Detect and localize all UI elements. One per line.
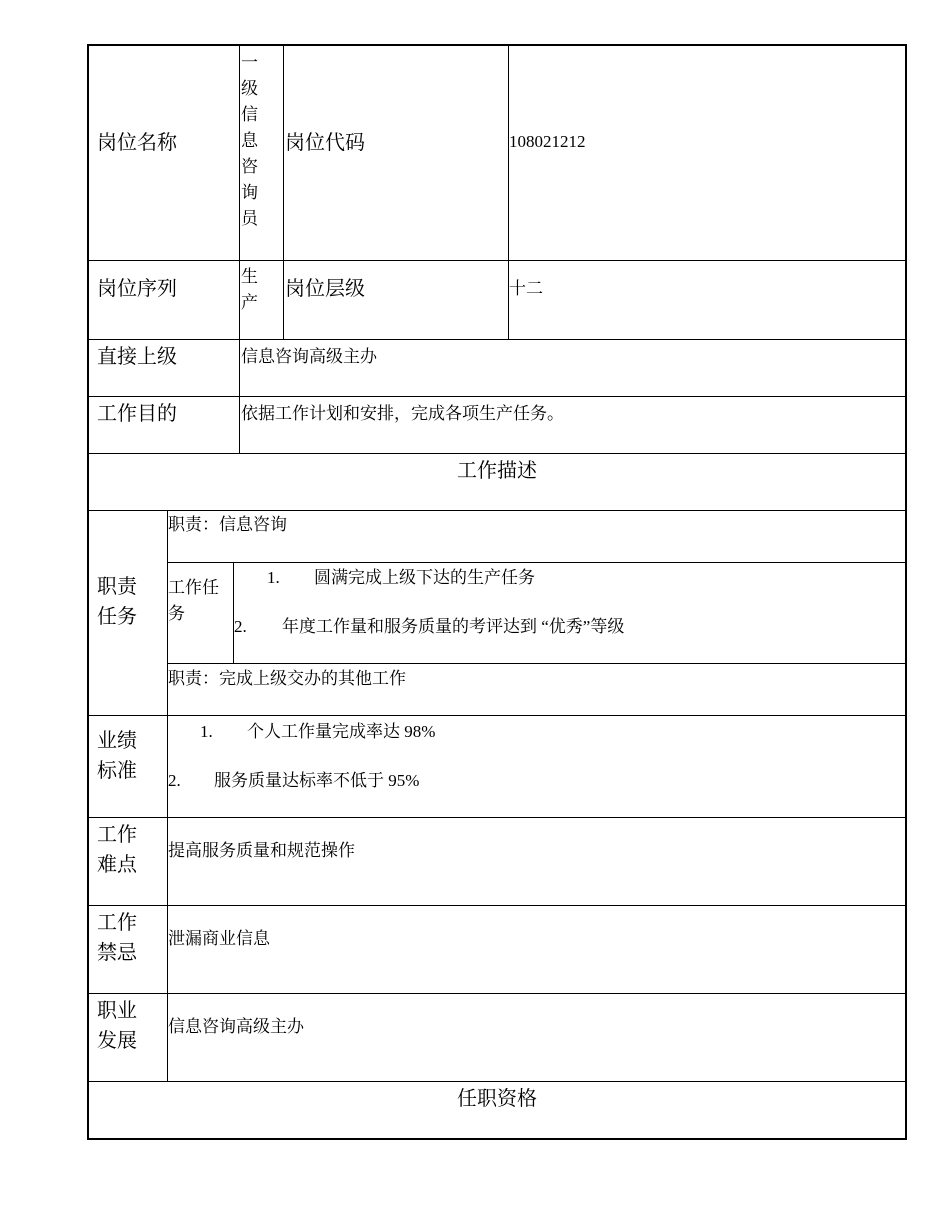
- tasks-label: 工作任务: [168, 578, 219, 623]
- performance-text: 个人工作量完成率达 98%: [247, 722, 436, 741]
- performance-label: 业绩标准: [97, 730, 137, 782]
- job-title-label: 岗位名称: [97, 132, 177, 154]
- task-text: 圆满完成上级下达的生产任务: [314, 568, 535, 587]
- purpose-value: 依据工作计划和安排，完成各项生产任务。: [241, 404, 564, 423]
- table-border-bottom: [87, 1138, 907, 1140]
- row-divider: [87, 905, 907, 906]
- difficulty-label: 工作难点: [97, 824, 137, 876]
- supervisor-value: 信息咨询高级主办: [241, 347, 377, 366]
- job-sequence-value: 生产: [241, 267, 258, 310]
- row-divider: [87, 510, 907, 511]
- table-border-right: [905, 44, 907, 1140]
- supervisor-label: 直接上级: [97, 346, 177, 368]
- difficulty-value: 提高服务质量和规范操作: [168, 841, 355, 860]
- job-code-label: 岗位代码: [285, 132, 365, 154]
- column-divider: [233, 562, 234, 663]
- performance-text: 服务质量达标率不低于 95%: [214, 771, 420, 790]
- taboo-label: 工作禁忌: [97, 912, 137, 964]
- task-text: 年度工作量和服务质量的考评达到 “优秀”等级: [282, 617, 625, 636]
- duty-1: 职责：信息咨询: [168, 515, 287, 534]
- row-divider: [87, 817, 907, 818]
- purpose-label: 工作目的: [97, 403, 177, 425]
- career-value: 信息咨询高级主办: [168, 1017, 304, 1036]
- job-sequence-label: 岗位序列: [97, 278, 177, 300]
- duty-2: 职责：完成上级交办的其他工作: [168, 669, 406, 688]
- row-divider: [87, 453, 907, 454]
- row-divider: [87, 1081, 907, 1082]
- task-number: 2.: [234, 617, 247, 636]
- career-label: 职业发展: [97, 1000, 137, 1052]
- row-divider: [167, 562, 907, 563]
- duties-label: 职责任务: [97, 576, 137, 628]
- job-level-value: 十二: [509, 279, 543, 298]
- job-level-label: 岗位层级: [285, 278, 365, 300]
- job-code-value: 108021212: [509, 132, 586, 151]
- table-border-left: [87, 44, 89, 1140]
- row-divider: [87, 715, 907, 716]
- row-divider: [87, 339, 907, 340]
- performance-number: 1.: [200, 722, 213, 741]
- row-divider: [87, 993, 907, 994]
- table-border-top: [87, 44, 907, 46]
- task-number: 1.: [267, 568, 280, 587]
- row-divider: [167, 663, 907, 664]
- row-divider: [87, 396, 907, 397]
- job-title-value: 一级信息咨询员: [241, 53, 258, 228]
- column-divider: [239, 44, 240, 453]
- column-divider: [283, 44, 284, 340]
- section-title-qualification: 任职资格: [457, 1088, 537, 1110]
- row-divider: [87, 260, 907, 261]
- performance-number: 2.: [168, 771, 181, 790]
- taboo-value: 泄漏商业信息: [168, 929, 270, 948]
- section-title-description: 工作描述: [457, 460, 537, 482]
